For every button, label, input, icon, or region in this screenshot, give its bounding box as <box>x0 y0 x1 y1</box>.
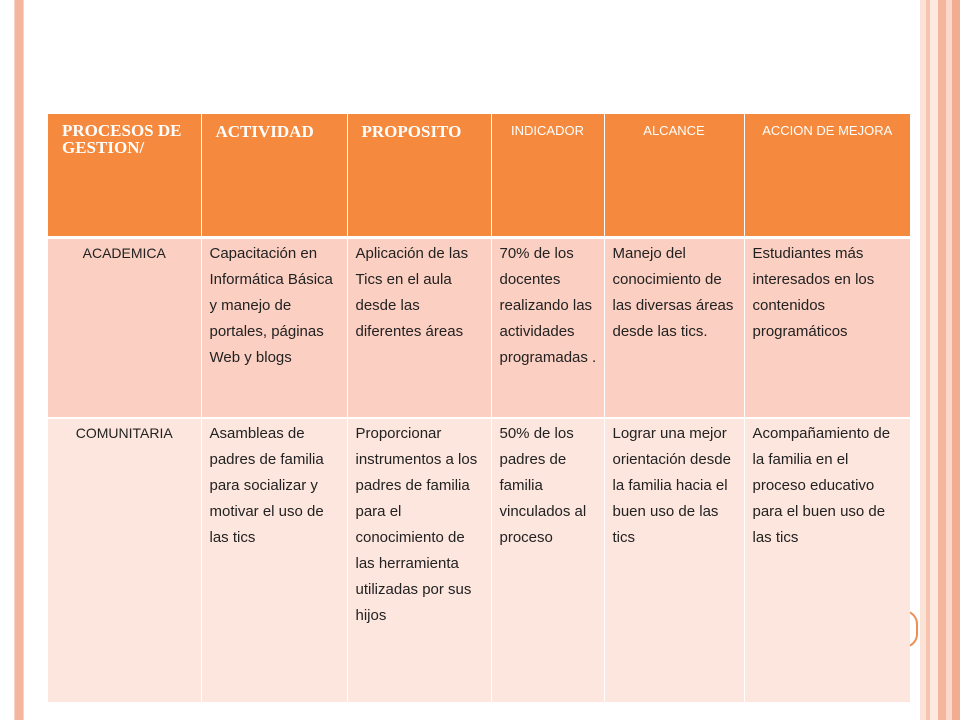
cell-proceso: ACADEMICA <box>48 238 201 419</box>
cell-indicador: 70% de los docentes realizando las actividades programadas . <box>491 238 604 419</box>
header-indicador: INDICADOR <box>491 114 604 238</box>
slide-right-border <box>920 0 960 720</box>
cell-accion: Acompañamiento de la familia en el proceso educativo para el buen uso de las tics <box>744 418 910 702</box>
header-procesos: PROCESOS DE GESTION/ <box>48 114 201 238</box>
cell-indicador: 50% de los padres de familia vinculados al proceso <box>491 418 604 702</box>
header-actividad: ACTIVIDAD <box>201 114 347 238</box>
gestion-table <box>48 114 910 702</box>
table-row <box>48 418 910 702</box>
cell-actividad: Capacitación en Informática Básica y manejo de portales, páginas Web y blogs <box>201 238 347 419</box>
cell-alcance: Manejo del conocimiento de las diversas áreas desde las tics. <box>604 238 744 419</box>
slide-left-border <box>14 0 24 720</box>
header-alcance: ALCANCE <box>604 114 744 238</box>
cell-proposito: Proporcionar instrumentos a los padres de familia para el conocimiento de las herramienta utilizadas por sus hijos <box>347 418 491 702</box>
table-header-row <box>48 114 910 238</box>
cell-alcance: Lograr una mejor orientación desde la familia hacia el buen uso de las tics <box>604 418 744 702</box>
cell-proceso: COMUNITARIA <box>48 418 201 702</box>
table-row <box>48 238 910 419</box>
cell-accion: Estudiantes más interesados en los contenidos programáticos <box>744 238 910 419</box>
cell-actividad: Asambleas de padres de familia para socializar y motivar el uso de las tics <box>201 418 347 702</box>
header-accion: ACCION DE MEJORA <box>744 114 910 238</box>
cell-proposito: Aplicación de las Tics en el aula desde las diferentes áreas <box>347 238 491 419</box>
header-proposito: PROPOSITO <box>347 114 491 238</box>
